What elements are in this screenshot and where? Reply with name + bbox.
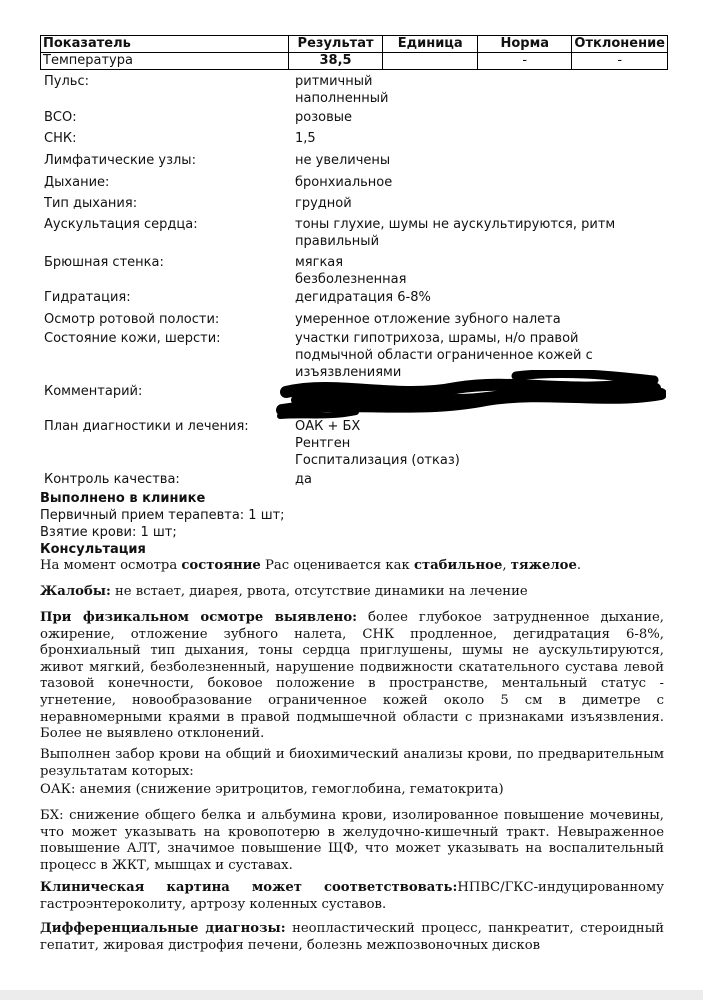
field-value-line: ритмичный (295, 74, 373, 89)
cell-norm: - (478, 53, 572, 70)
text-bold: Дифференциальные диагнозы: (40, 921, 286, 936)
cell-indicator: Температура (41, 53, 289, 70)
cell-deviation: - (572, 53, 668, 70)
field-value-line: безболезненная (295, 272, 407, 287)
field-label: План диагностики и лечения: (44, 419, 249, 434)
text-run: НПВС/ГКС-индуцированному гастроэнтероколиту, артрозу коленных суставов. (40, 880, 664, 912)
field-label: Комментарий: (44, 384, 143, 399)
field-value-line: Рентген (295, 436, 351, 451)
field-value (295, 216, 625, 250)
text-run: Рас оценивается как (260, 558, 414, 573)
section-heading-consultation: Консультация (40, 542, 146, 557)
field-value (295, 254, 625, 288)
text-run: не встает, диарея, рвота, отсутствие динамики на лечение (110, 584, 528, 599)
field-value-line: мягкая (295, 255, 344, 270)
field-value: да (295, 472, 312, 487)
text-bold: Жалобы: (40, 584, 111, 599)
field-label: СНК: (44, 131, 77, 146)
field-label: Аускультация сердца: (44, 217, 198, 232)
text-run: более глубокое затрудненное дыхание, ожирение, отложение зубного налета, СНК продленное, дегидратация 6-8%, бронхиальный тип дыхания, тоны сердца приглушены, шумы не аускультируются, живот мягкий, безболезненный, нарушение подвижности скатательного сустава левой тазовой конечности, боковое положение в пространстве, ментальный статус - угнетение, новообразование ограниченное кожей около 5 см в диметре с неравномерными краями в правой подмышечной области с признаками изъязвления. Более не выявлено отклонений. (40, 610, 664, 742)
oak-paragraph: ОАК: анемия (снижение эритроцитов, гемоглобина, гематокрита) (40, 782, 504, 797)
column-header-deviation: Отклонение (572, 36, 668, 53)
field-label: Дыхание: (44, 175, 110, 190)
field-value-line: ОАК + БХ (295, 419, 361, 434)
text-bold: При физикальном осмотре выявлено: (40, 610, 357, 625)
field-value: розовые (295, 110, 352, 125)
field-label: ВСО: (44, 110, 77, 125)
text-bold: состояние (181, 558, 261, 573)
column-header-norm: Норма (478, 36, 572, 53)
field-value (295, 73, 625, 107)
field-value (295, 418, 625, 469)
field-value-line: изъязвлениями (295, 365, 402, 380)
field-label: Лимфатические узлы: (44, 153, 196, 168)
column-header-result: Результат (288, 36, 383, 53)
text-run: , (502, 558, 511, 573)
table-header-row (41, 36, 668, 53)
field-label: Гидратация: (44, 290, 131, 305)
field-value-line: тоны глухие, шумы не аускультируются, ритм (295, 217, 616, 232)
field-value-line: подмычной области ограниченное кожей с (295, 348, 593, 363)
field-label: Осмотр ротовой полости: (44, 312, 220, 327)
clinical-picture-paragraph (40, 880, 664, 913)
field-label: Состояние кожи, шерсти: (44, 331, 221, 346)
clinic-item: Взятие крови: 1 шт; (40, 525, 177, 540)
page-bottom-background (0, 990, 703, 1000)
cell-result: 38,5 (288, 53, 383, 70)
clinic-item: Первичный прием терапевта: 1 шт; (40, 508, 285, 523)
bh-paragraph: БХ: снижение общего белка и альбумина крови, изолированное повышение мочевины, что может указывать на кровопотерю в желудочно-кишечный тракт. Невыраженное повышение АЛТ, значимое повышение ЩФ, что может указывать на воспалительный процесс в ЖКТ, мышцах и суставах. (40, 808, 664, 873)
field-value-line: правильный (295, 234, 380, 249)
field-value: не увеличены (295, 153, 391, 168)
redaction-scribble (276, 370, 666, 422)
field-label: Контроль качества: (44, 472, 180, 487)
field-value: дегидратация 6-8% (295, 290, 431, 305)
text-run: . (576, 558, 582, 573)
field-value: умеренное отложение зубного налета (295, 312, 561, 327)
text-bold: тяжелое (510, 558, 577, 573)
cell-unit (383, 53, 478, 70)
field-value: грудной (295, 196, 352, 211)
field-value: бронхиальное (295, 175, 393, 190)
column-header-unit: Единица (383, 36, 478, 53)
blood-paragraph: Выполнен забор крови на общий и биохимический анализы крови, по предварительным результатам которых: (40, 747, 664, 779)
differential-paragraph (40, 921, 664, 954)
complaints-paragraph (40, 584, 664, 601)
field-value: 1,5 (295, 131, 316, 146)
field-value-line: Госпитализация (отказ) (295, 453, 460, 468)
text-bold: стабильное (413, 558, 503, 573)
exam-paragraph (40, 610, 664, 743)
text-bold: Клиническая картина может соответствовать: (40, 880, 458, 895)
field-label: Тип дыхания: (44, 196, 138, 211)
field-label: Пульс: (44, 74, 89, 89)
column-header-indicator: Показатель (41, 36, 289, 53)
results-table (40, 35, 668, 70)
consult-state-paragraph (40, 558, 664, 575)
text-run: На момент осмотра (40, 558, 182, 573)
field-value-line: наполненный (295, 91, 389, 106)
text-run: неопластический процесс, панкреатит, стероидный гепатит, жировая дистрофия печени, болезнь межпозвоночных дисков (40, 921, 664, 953)
field-value-line: участки гипотрихоза, шрамы, н/о правой (295, 331, 579, 346)
table-row (41, 53, 668, 70)
section-heading-clinic: Выполнено в клинике (40, 491, 206, 506)
field-label: Брюшная стенка: (44, 255, 164, 270)
